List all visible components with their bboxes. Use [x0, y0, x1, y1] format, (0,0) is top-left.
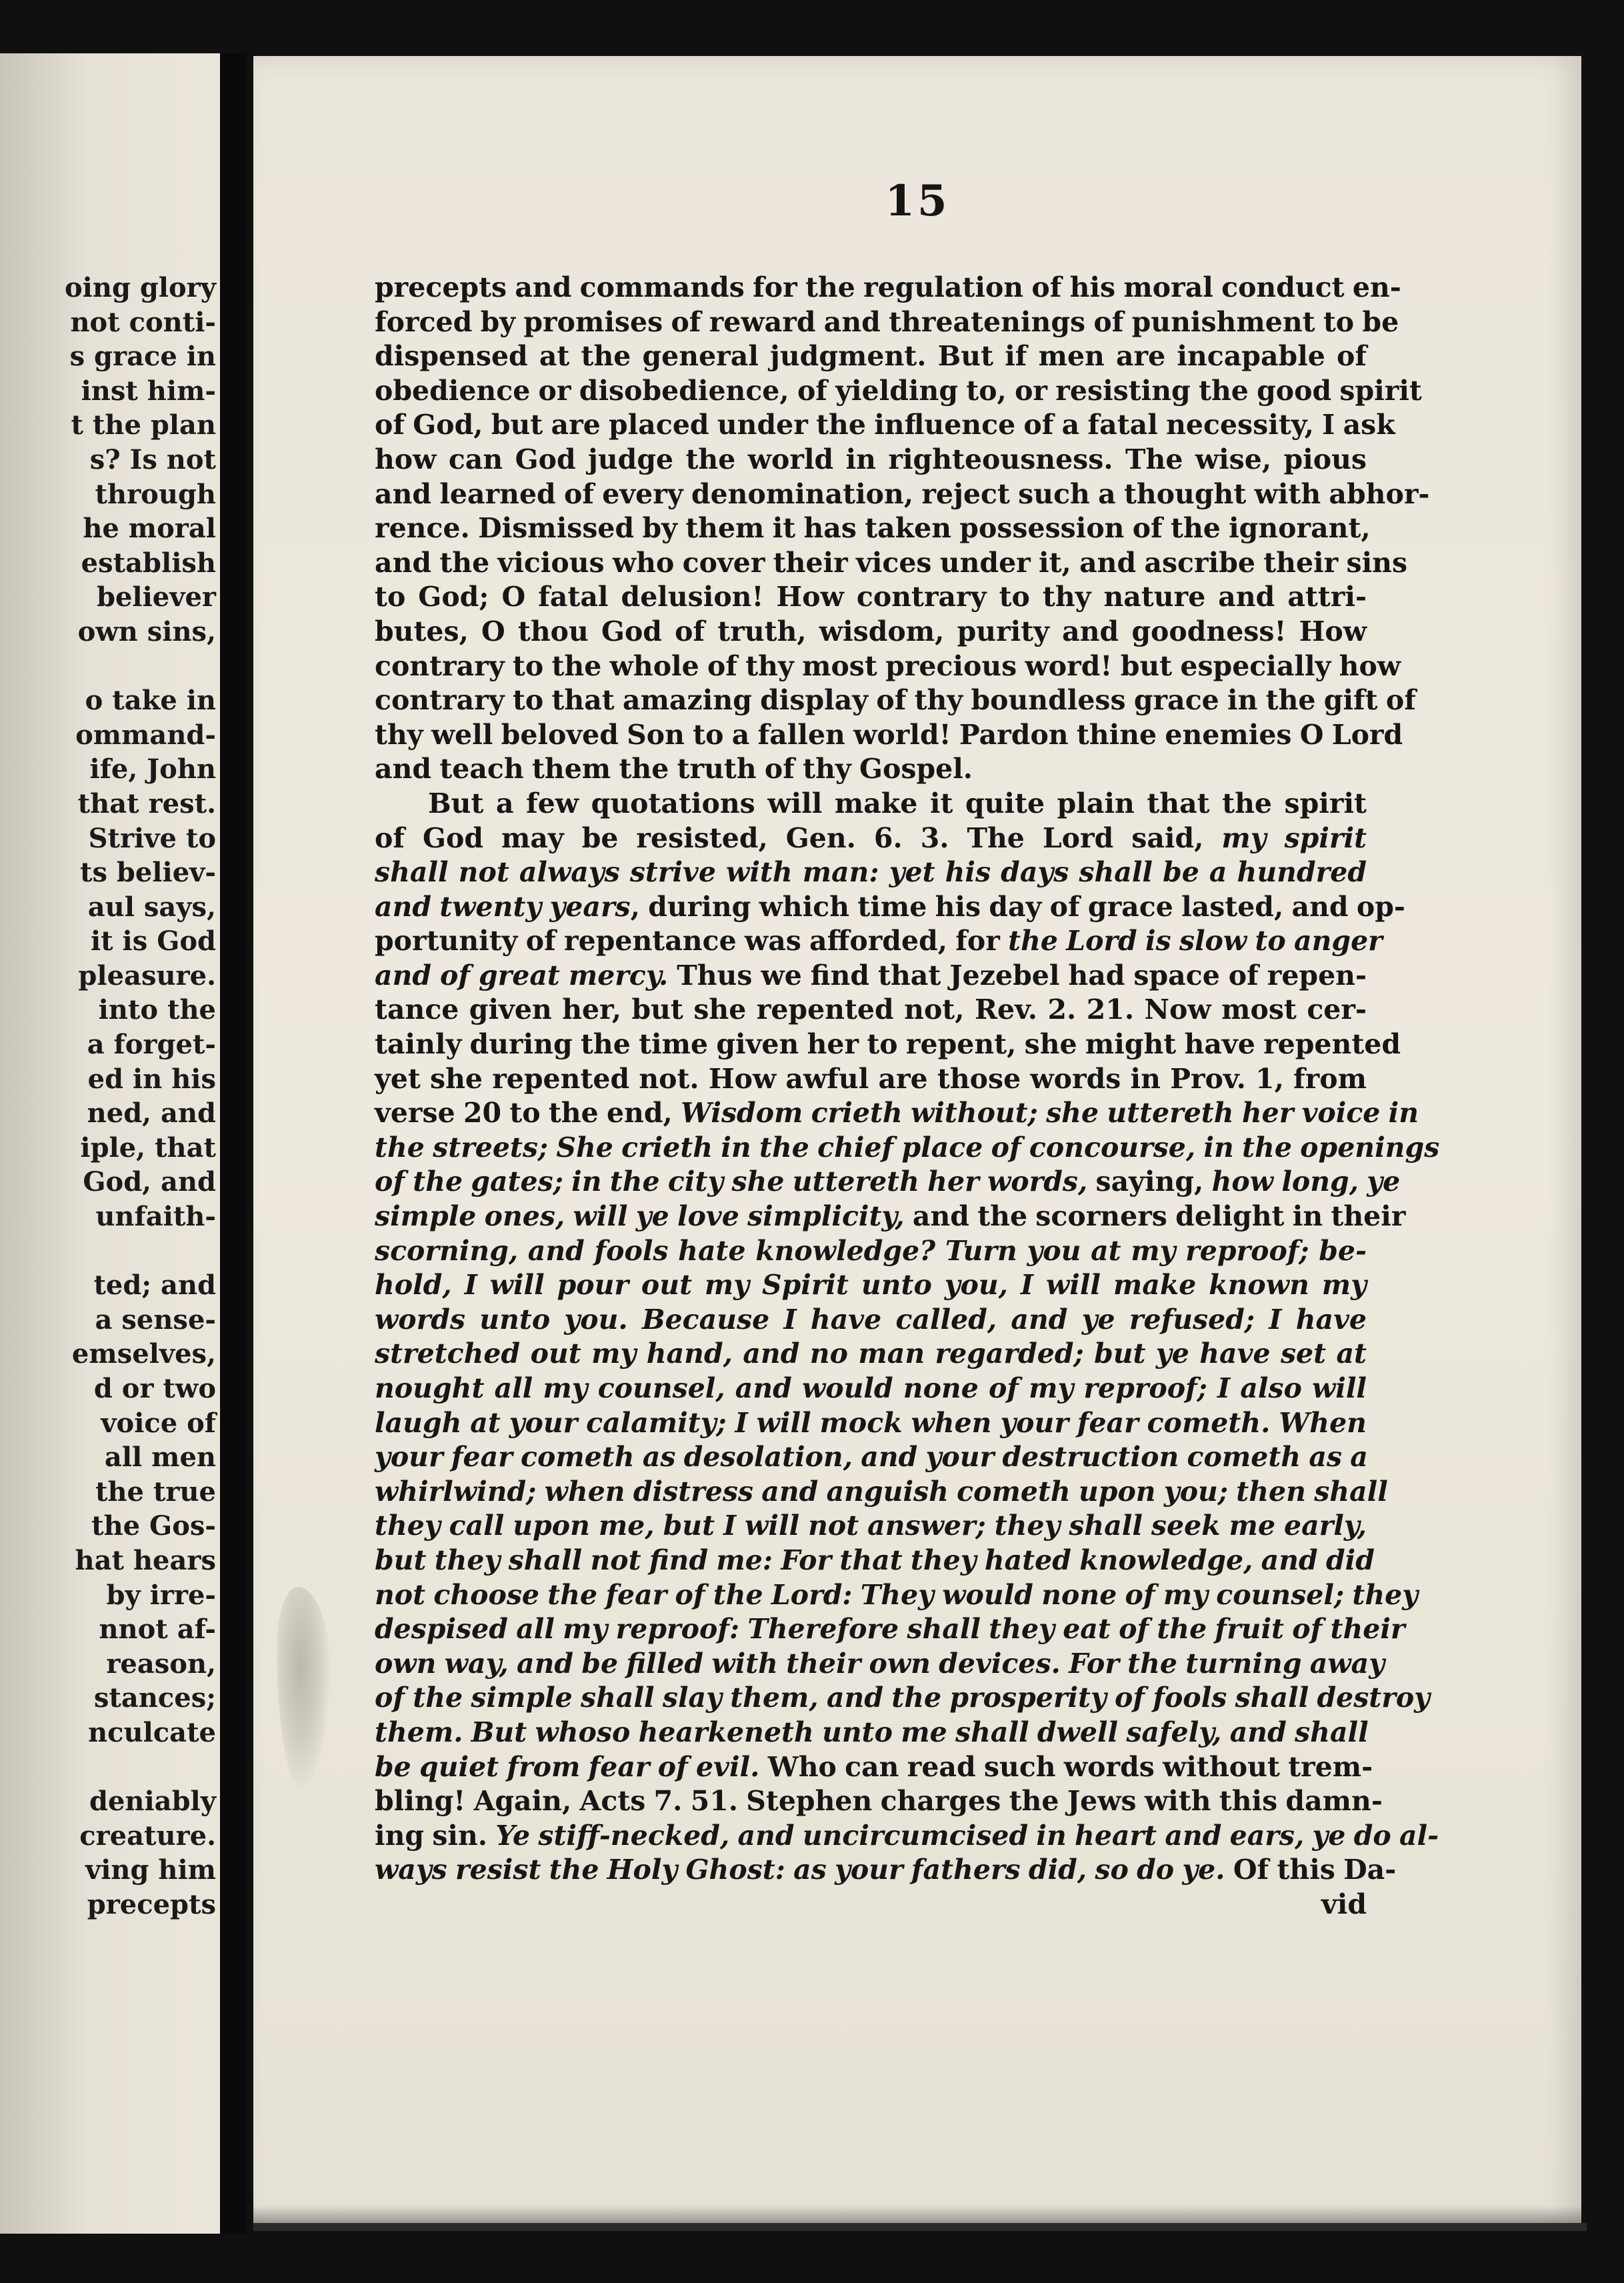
text-line — [375, 752, 1367, 787]
text-line — [375, 1681, 1431, 1716]
left-page-line: it is God — [90, 925, 216, 957]
text-line — [375, 443, 1367, 477]
text-line — [375, 821, 1367, 856]
text-run: of God may be resisted, Gen. 6. 3. The Lord said, — [375, 821, 1222, 854]
left-page-line: ommand- — [75, 719, 216, 751]
left-page-edge — [0, 53, 220, 2234]
left-page-line: d or two — [93, 1373, 216, 1404]
left-page-line: God, and — [83, 1166, 216, 1198]
text-line — [375, 615, 1367, 649]
text-run: forced by promises of reward and threatenings of punishment to be — [375, 305, 1399, 338]
left-page-line: that rest. — [77, 787, 216, 819]
text-run: contrary to that amazing display of thy boundless grace in the gift of — [375, 684, 1416, 717]
left-page-line: by irre- — [106, 1579, 216, 1611]
text-line — [375, 546, 1408, 581]
left-page-line: hat hears — [75, 1544, 216, 1576]
text-line — [375, 1131, 1440, 1166]
left-page-line: the true — [95, 1476, 216, 1508]
left-page-line: o take in — [85, 685, 216, 717]
text-run: portunity of repentance was afforded, for — [375, 925, 1009, 957]
text-line — [375, 890, 1405, 925]
left-page-line — [0, 649, 216, 684]
text-line — [375, 1612, 1405, 1647]
text-line — [375, 1716, 1367, 1750]
left-page-line: ed in his — [87, 1063, 216, 1095]
text-line — [375, 1784, 1383, 1819]
italic-text-run: hold, I will pour out my Spirit unto you, I will make known my — [375, 1269, 1367, 1302]
text-run: obedience or disobedience, of yielding to, or resisting the good spirit — [375, 374, 1422, 407]
text-line — [375, 1303, 1367, 1338]
italic-text-run: of the gates; in the city she uttereth her words, — [375, 1166, 1088, 1198]
left-page-line — [0, 1750, 216, 1785]
text-line — [375, 1062, 1367, 1097]
italic-text-run: shall not always strive with man: yet his days shall be a hundred — [375, 856, 1367, 889]
left-page-line: nnot af- — [99, 1614, 216, 1646]
text-run: ing sin. — [375, 1819, 496, 1852]
left-page-line: ts believ- — [79, 857, 216, 889]
italic-text-run: them. But whoso hearkeneth unto me shall dwell safely, and shall — [375, 1716, 1369, 1748]
left-page-line: iple, that — [80, 1131, 216, 1164]
text-line — [375, 374, 1422, 409]
text-line — [375, 477, 1430, 512]
text-run: dispensed at the general judgment. But if men are incapable of — [375, 340, 1367, 373]
text-line — [375, 1475, 1388, 1510]
text-line — [375, 1888, 1367, 1922]
left-page-line: voice of — [101, 1407, 216, 1439]
text-line — [375, 1234, 1367, 1269]
text-line — [375, 649, 1401, 684]
page-number: 15 — [885, 176, 950, 226]
text-line — [375, 1096, 1419, 1131]
italic-text-run: your fear cometh as desolation, and your destruction cometh as a — [375, 1441, 1368, 1474]
left-page-line: through — [95, 478, 216, 510]
left-page-line: reason, — [106, 1648, 216, 1680]
text-run: bling! Again, Acts 7. 51. Stephen charges the Jews with this damn- — [375, 1785, 1383, 1818]
book-gutter — [220, 53, 247, 2234]
left-page-line: creature. — [79, 1820, 216, 1852]
italic-text-run: the streets; She crieth in the chief place of concourse, in the openings — [375, 1131, 1440, 1164]
italic-text-run: ways resist the Holy Ghost: as your fathers did, so do ye. — [375, 1854, 1225, 1886]
left-page-line: not conti- — [70, 306, 216, 338]
italic-text-run: the Lord is slow to anger — [1008, 925, 1383, 957]
left-page-line: emselves, — [71, 1338, 216, 1370]
text-run: precepts and commands for the regulation of his moral conduct en- — [375, 271, 1401, 303]
text-line — [375, 1372, 1367, 1406]
text-run: of God, but are placed under the influence of a fatal necessity, I ask — [375, 409, 1395, 441]
text-line — [375, 1578, 1419, 1613]
left-page-line: into the — [98, 994, 216, 1026]
text-line — [375, 1165, 1401, 1200]
text-run: and learned of every denomination, reject such a thought with abhor- — [375, 477, 1430, 510]
text-line — [375, 855, 1367, 890]
left-page-line: believer — [96, 581, 216, 613]
italic-text-run: Ye stiff-necked, and uncircumcised in heart and ears, ye do al- — [495, 1819, 1439, 1852]
text-line — [375, 1544, 1375, 1578]
left-page-text-fragments — [0, 271, 216, 1922]
left-page-line: Strive to — [88, 822, 216, 854]
text-line — [375, 787, 1367, 821]
left-page-line: ted; and — [93, 1270, 216, 1302]
text-run: Who can read such words without trem- — [759, 1750, 1373, 1783]
text-line — [375, 1440, 1367, 1475]
italic-text-run: be quiet from fear of evil. — [375, 1750, 760, 1783]
text-run: and the scorners delight in their — [904, 1200, 1406, 1233]
text-run: , during which time his day of grace lasted, and op- — [630, 890, 1405, 923]
italic-text-run: nought all my counsel, and would none of my reproof; I also will — [375, 1372, 1367, 1404]
left-page-line: the Gos- — [91, 1510, 216, 1542]
text-line — [375, 1200, 1406, 1234]
left-page-line — [0, 1234, 216, 1269]
text-run: verse 20 to the end, — [375, 1097, 681, 1129]
text-run: tainly during the time given her to repent, she might have repented — [375, 1028, 1401, 1061]
text-run: how can God judge the world in righteousness. The wise, pious — [375, 443, 1367, 475]
text-line — [375, 1027, 1401, 1062]
left-page-line: ned, and — [87, 1097, 216, 1129]
italic-text-run: my spirit — [1221, 821, 1367, 854]
left-page-line: s grace in — [69, 341, 216, 373]
text-run: yet she repented not. How awful are those words in Prov. 1, from — [375, 1062, 1367, 1095]
left-page-line: deniably — [89, 1786, 216, 1818]
left-page-line: stances; — [93, 1682, 216, 1714]
left-page-line: own sins, — [77, 615, 216, 647]
left-page-line: establish — [81, 547, 216, 579]
text-run: butes, O thou God of truth, wisdom, purity and goodness! How — [375, 615, 1367, 647]
page-bottom-edge — [253, 2223, 1587, 2231]
text-line — [375, 959, 1367, 993]
text-run: rence. Dismissed by them it has taken possession of the ignorant, — [375, 512, 1371, 545]
italic-text-run: words unto you. Because I have called, and ye refused; I have — [375, 1303, 1367, 1336]
text-line — [375, 1750, 1373, 1785]
left-page-line: oing glory — [64, 272, 216, 303]
text-line — [375, 1509, 1367, 1544]
text-run: and teach them the truth of thy Gospel. — [375, 753, 973, 785]
text-line — [375, 1337, 1367, 1372]
italic-text-run: of the simple shall slay them, and the prosperity of fools shall destroy — [375, 1682, 1431, 1714]
italic-text-run: and twenty years — [375, 890, 631, 923]
text-run: Thus we find that Jezebel had space of repen- — [668, 959, 1367, 991]
text-run: Of this Da- — [1225, 1854, 1397, 1886]
page-body-text — [375, 271, 1440, 1922]
text-line — [375, 271, 1401, 305]
text-run: to God; O fatal delusion! How contrary to thy nature and attri- — [375, 581, 1367, 613]
left-page-line: aul says, — [87, 891, 216, 923]
text-line — [375, 1268, 1367, 1303]
left-page-line: a sense- — [95, 1304, 216, 1336]
left-page-line: all men — [104, 1442, 216, 1474]
text-line — [375, 924, 1383, 959]
left-page-line: nculcate — [88, 1716, 216, 1748]
text-line — [375, 993, 1367, 1027]
text-line — [375, 580, 1367, 615]
text-line — [375, 305, 1399, 340]
left-page-line: inst him- — [81, 375, 216, 407]
italic-text-run: but they shall not find me: For that they hated knowledge, and did — [375, 1544, 1375, 1576]
italic-text-run: they call upon me, but I will not answer; they shall seek me early, — [375, 1510, 1367, 1542]
text-run: But a few quotations will make it quite plain that the spirit — [428, 787, 1367, 819]
text-line — [375, 1406, 1367, 1441]
text-line — [375, 1647, 1385, 1682]
text-run: and the vicious who cover their vices under it, and ascribe their sins — [375, 546, 1408, 579]
text-run: contrary to the whole of thy most precious word! but especially how — [375, 649, 1401, 682]
text-line — [375, 408, 1395, 443]
italic-text-run: simple ones, will ye love simplicity, — [375, 1200, 905, 1233]
text-line — [375, 339, 1367, 374]
text-line — [375, 1819, 1439, 1854]
left-page-line: precepts — [87, 1888, 216, 1920]
italic-text-run: whirlwind; when distress and anguish cometh upon you; then shall — [375, 1475, 1388, 1508]
text-run: tance given her, but she repented not, Rev. 2. 21. Now most cer- — [375, 993, 1367, 1026]
italic-text-run: and of great mercy. — [375, 959, 669, 991]
text-line — [375, 718, 1403, 753]
text-run: thy well beloved Son to a fallen world! Pardon thine enemies O Lord — [375, 718, 1403, 751]
italic-text-run: how long, ye — [1211, 1166, 1401, 1198]
italic-text-run: scorning, and fools hate knowledge? Turn you at my reproof; be- — [375, 1234, 1367, 1267]
left-page-line: t the plan — [71, 409, 216, 441]
italic-text-run: stretched out my hand, and no man regarded; but ye have set at — [375, 1338, 1367, 1370]
italic-text-run: Wisdom crieth without; she uttereth her voice in — [681, 1097, 1419, 1129]
left-page-line: ife, John — [89, 753, 216, 785]
left-page-line: unfaith- — [95, 1201, 216, 1233]
italic-text-run: own way, and be filled with their own devices. For the turning away — [375, 1647, 1385, 1680]
italic-text-run: not choose the fear of the Lord: They would none of my counsel; they — [375, 1578, 1419, 1611]
italic-text-run: despised all my reproof: Therefore shall they eat of the fruit of their — [375, 1613, 1405, 1646]
text-run: vid — [1321, 1888, 1367, 1920]
left-page-line: s? Is not — [89, 443, 216, 475]
italic-text-run: laugh at your calamity; I will mock when your fear cometh. When — [375, 1406, 1367, 1439]
text-line — [375, 511, 1371, 546]
left-page-line: a forget- — [87, 1029, 216, 1061]
left-page-line: ving him — [85, 1854, 216, 1886]
text-line — [375, 1853, 1397, 1888]
text-line — [375, 683, 1416, 718]
left-page-line: he moral — [83, 513, 216, 545]
left-page-line: pleasure. — [78, 959, 216, 991]
text-run: saying, — [1087, 1166, 1212, 1198]
